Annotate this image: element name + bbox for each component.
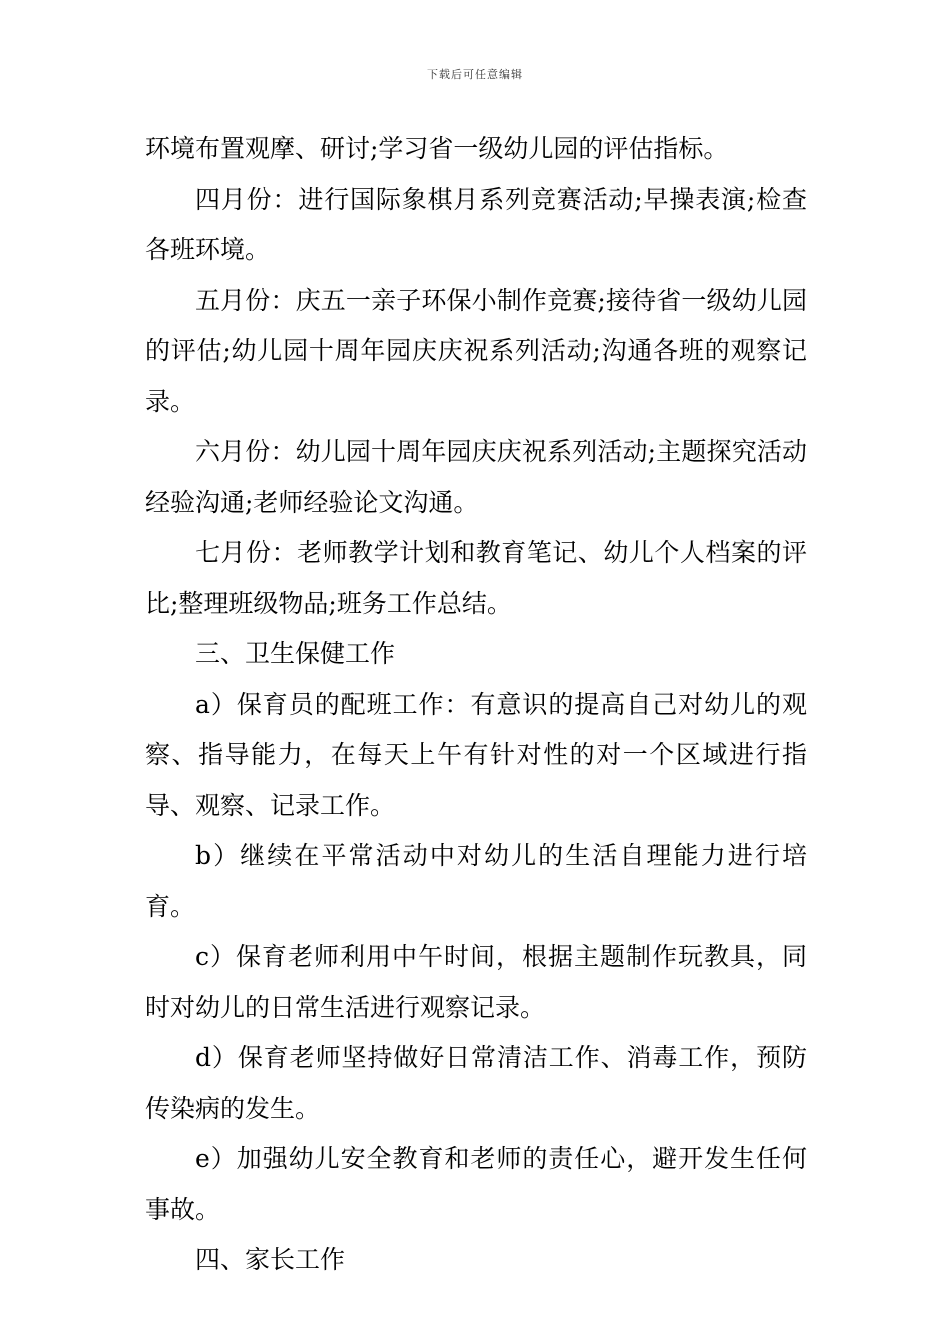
- paragraph-april: 四月份：进行国际象棋月系列竞赛活动;早操表演;检查各班环境。: [145, 184, 807, 264]
- paragraph-item-a: a）保育员的配班工作：有意识的提高自己对幼儿的观察、指导能力，在每天上午有针对性的对一个区域进行指导、观察、记录工作。: [145, 689, 807, 820]
- paragraph-item-d: d）保育老师坚持做好日常清洁工作、消毒工作，预防传染病的发生。: [145, 1043, 807, 1123]
- paragraph-item-e: e）加强幼儿安全教育和老师的责任心，避开发生任何事故。: [145, 1144, 807, 1224]
- paragraph-may: 五月份：庆五一亲子环保小制作竞赛;接待省一级幼儿园的评估;幼儿园十周年园庆庆祝系列活动;沟通各班的观察记录。: [145, 285, 807, 416]
- section-heading-health: 三、卫生保健工作: [195, 639, 396, 668]
- section-heading-parents: 四、家长工作: [195, 1245, 346, 1274]
- header-note: 下载后可任意编辑: [427, 68, 523, 81]
- paragraph-item-c: c）保育老师利用中午时间，根据主题制作玩教具，同时对幼儿的日常生活进行观察记录。: [145, 942, 807, 1022]
- paragraph-june: 六月份：幼儿园十周年园庆庆祝系列活动;主题探究活动经验沟通;老师经验论文沟通。: [145, 437, 807, 517]
- paragraph-continuation: 环境布置观摩、研讨;学习省一级幼儿园的评估指标。: [145, 134, 729, 163]
- paragraph-july: 七月份：老师教学计划和教育笔记、幼儿个人档案的评比;整理班级物品;班务工作总结。: [145, 538, 807, 618]
- document-body: [145, 124, 807, 1286]
- paragraph-item-b: b）继续在平常活动中对幼儿的生活自理能力进行培育。: [145, 841, 807, 921]
